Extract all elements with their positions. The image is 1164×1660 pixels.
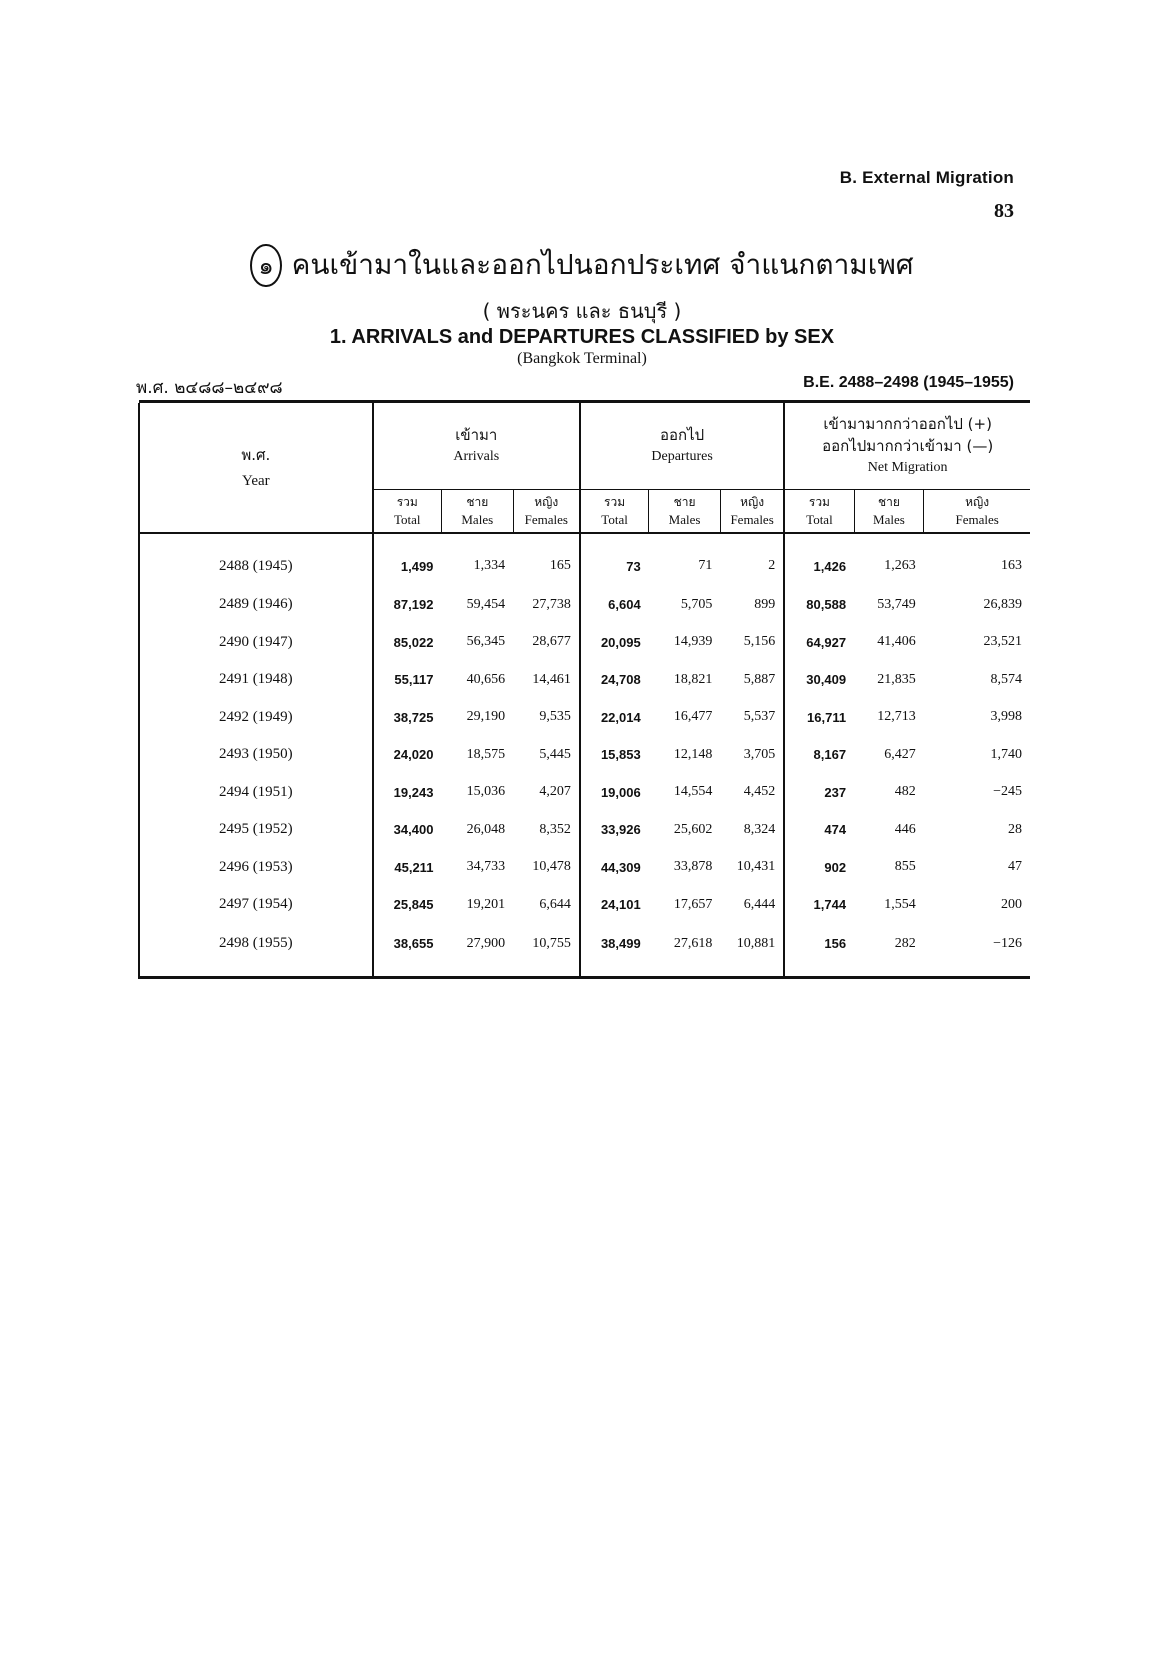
net-migration-thai-1: เข้ามามากกว่าออกไป (+) [823, 415, 992, 433]
net-migration-thai-2: ออกไปมากกว่าเข้ามา (—) [822, 437, 994, 455]
arrivals-males-cell: 15,036 [466, 784, 506, 800]
thai-title [0, 243, 1164, 287]
net-males-cell: 1,263 [884, 558, 916, 573]
table-number-thai: ๑ [250, 244, 281, 287]
departures-total-cell: 15,853 [580, 736, 649, 774]
departures-females-header [720, 490, 784, 534]
year-cell: 2494 (1951) [139, 774, 373, 812]
sub-header-english: Males [873, 512, 905, 527]
net-total-cell: 474 [784, 811, 854, 849]
arrivals-females-cell: 8,352 [539, 821, 571, 837]
net-females-cell: 3,998 [990, 709, 1022, 725]
departures-females-cell: 8,324 [743, 821, 776, 837]
departures-females-cell: 5,887 [743, 671, 776, 687]
departures-males-cell: 71 [698, 558, 713, 573]
departures-total-cell: 73 [580, 534, 649, 586]
arrivals-males-cell: 26,048 [466, 821, 506, 837]
arrivals-total-cell: 45,211 [373, 849, 442, 887]
english-subtitle: (Bangkok Terminal) [517, 350, 647, 367]
net-males-cell: 6,427 [884, 746, 916, 762]
departures-males-cell: 17,657 [673, 896, 713, 912]
net-females-cell: −126 [993, 935, 1022, 951]
sub-header-thai: ชาย [466, 495, 489, 509]
departures-total-cell: 38,499 [580, 924, 649, 978]
departures-females-cell: 4,452 [743, 784, 776, 800]
arrivals-females-cell: 10,478 [532, 859, 571, 875]
sub-header-english: Females [730, 512, 774, 527]
english-title: 1. ARRIVALS and DEPARTURES CLASSIFIED by SEX [329, 326, 835, 348]
arrivals-males-header [441, 490, 513, 534]
arrivals-thai: เข้ามา [455, 426, 498, 444]
table-row [139, 774, 1030, 812]
net-males-cell: 482 [894, 784, 916, 800]
sub-header-thai: ชาย [673, 495, 696, 509]
period-thai: พ.ศ. ๒๔๘๘–๒๔๙๘ [136, 378, 283, 398]
net-females-cell: 23,521 [983, 634, 1022, 650]
sub-header-thai: รวม [808, 495, 830, 509]
arrivals-total-header [373, 490, 442, 534]
departures-males-cell: 33,878 [673, 859, 713, 875]
year-column-header [139, 403, 373, 533]
table-row [139, 661, 1030, 699]
net-females-cell: 163 [1001, 558, 1022, 573]
departures-females-cell: 6,444 [743, 896, 776, 912]
year-cell: 2491 (1948) [139, 661, 373, 699]
net-females-cell: 47 [1008, 859, 1022, 875]
sub-header-thai: ชาย [877, 495, 900, 509]
arrivals-total-cell: 38,725 [373, 699, 442, 737]
departures-english: Departures [651, 449, 713, 464]
arrivals-females-cell: 6,644 [539, 896, 571, 912]
arrivals-males-cell: 29,190 [466, 709, 506, 725]
year-cell: 2495 (1952) [139, 811, 373, 849]
arrivals-females-header [513, 490, 580, 534]
departures-total-cell: 6,604 [580, 586, 649, 624]
departures-total-cell: 20,095 [580, 624, 649, 662]
net-males-cell: 282 [894, 935, 916, 951]
net-total-cell: 902 [784, 849, 854, 887]
net-migration-english: Net Migration [867, 460, 948, 475]
table-row [139, 811, 1030, 849]
period-be: B.E. 2488–2498 (1945–1955) [803, 374, 1014, 391]
thai-subtitle: ( พระนคร และ ธนบุรี ) [482, 299, 682, 323]
departures-total-cell: 33,926 [580, 811, 649, 849]
net-females-cell: 1,740 [990, 746, 1022, 762]
year-header-english: Year [241, 472, 270, 489]
section-label: B. External Migration [839, 168, 1014, 187]
arrivals-females-cell: 27,738 [532, 596, 571, 612]
arrivals-females-cell: 9,535 [539, 709, 571, 725]
arrivals-total-cell: 87,192 [373, 586, 442, 624]
arrivals-total-cell: 34,400 [373, 811, 442, 849]
departures-males-cell: 12,148 [673, 746, 713, 762]
table-row [139, 534, 1030, 586]
year-cell: 2496 (1953) [139, 849, 373, 887]
sub-header-english: Total [806, 512, 833, 527]
net-total-cell: 8,167 [784, 736, 854, 774]
arrivals-females-cell: 165 [549, 558, 571, 573]
year-cell: 2493 (1950) [139, 736, 373, 774]
net-males-cell: 446 [894, 821, 916, 837]
net-total-cell: 80,588 [784, 586, 854, 624]
sub-header-english: Total [601, 512, 628, 527]
arrivals-english: Arrivals [453, 449, 500, 464]
net-males-cell: 1,554 [884, 896, 916, 912]
arrivals-females-cell: 28,677 [532, 634, 571, 650]
thai-title-text: คนเข้ามาในและออกไปนอกประเทศ จำแนกตามเพศ [291, 248, 914, 281]
arrivals-group-header [373, 403, 580, 490]
arrivals-total-cell: 38,655 [373, 924, 442, 978]
arrivals-males-cell: 18,575 [466, 746, 506, 762]
arrivals-females-cell: 5,445 [539, 746, 571, 762]
table-row [139, 924, 1030, 978]
net-females-cell: 8,574 [990, 671, 1022, 687]
year-cell: 2497 (1954) [139, 886, 373, 924]
departures-males-cell: 25,602 [673, 821, 713, 837]
departures-males-cell: 27,618 [673, 935, 713, 951]
sub-header-english: Females [524, 512, 568, 527]
table-row [139, 624, 1030, 662]
departures-females-cell: 5,156 [743, 634, 776, 650]
net-total-cell: 237 [784, 774, 854, 812]
net-females-cell: 28 [1008, 821, 1022, 837]
sub-header-thai: รวม [604, 495, 626, 509]
arrivals-males-cell: 40,656 [466, 671, 506, 687]
net-total-header [784, 490, 854, 534]
departures-total-cell: 19,006 [580, 774, 649, 812]
departures-total-cell: 44,309 [580, 849, 649, 887]
arrivals-total-cell: 24,020 [373, 736, 442, 774]
net-males-cell: 21,835 [877, 671, 916, 687]
arrivals-total-cell: 25,845 [373, 886, 442, 924]
arrivals-total-cell: 55,117 [373, 661, 442, 699]
departures-total-cell: 24,101 [580, 886, 649, 924]
departures-thai: ออกไป [660, 426, 705, 444]
departures-males-cell: 14,554 [673, 784, 713, 800]
arrivals-females-cell: 10,755 [532, 935, 571, 951]
sub-header-thai: หญิง [965, 495, 990, 509]
arrivals-total-cell: 85,022 [373, 624, 442, 662]
departures-females-cell: 5,537 [743, 709, 776, 725]
departures-males-header [649, 490, 721, 534]
net-males-cell: 12,713 [877, 709, 916, 725]
net-migration-group-header [784, 403, 1030, 490]
departures-total-cell: 22,014 [580, 699, 649, 737]
departures-group-header [580, 403, 784, 490]
departures-males-cell: 18,821 [673, 671, 713, 687]
arrivals-males-cell: 27,900 [466, 935, 506, 951]
net-males-cell: 855 [894, 859, 916, 875]
year-cell: 2490 (1947) [139, 624, 373, 662]
net-total-cell: 156 [784, 924, 854, 978]
table-row [139, 699, 1030, 737]
year-cell: 2489 (1946) [139, 586, 373, 624]
net-females-cell: 26,839 [983, 596, 1022, 612]
table-row [139, 736, 1030, 774]
sub-header-thai: หญิง [534, 495, 559, 509]
page-number: 83 [994, 200, 1014, 222]
departures-females-cell: 10,431 [736, 859, 776, 875]
departures-males-cell: 5,705 [680, 596, 713, 612]
net-total-cell: 1,426 [784, 534, 854, 586]
sub-header-english: Total [394, 512, 421, 527]
net-total-cell: 64,927 [784, 624, 854, 662]
sub-header-thai: หญิง [740, 495, 765, 509]
year-cell: 2498 (1955) [139, 924, 373, 978]
departures-females-cell: 10,881 [736, 935, 776, 951]
departures-males-cell: 14,939 [673, 634, 713, 650]
table-body [139, 534, 1030, 977]
arrivals-females-cell: 14,461 [532, 671, 571, 687]
departures-females-cell: 899 [754, 596, 776, 612]
departures-total-cell: 24,708 [580, 661, 649, 699]
sub-header-english: Males [668, 512, 701, 527]
arrivals-males-cell: 59,454 [466, 596, 506, 612]
year-header-thai: พ.ศ. [241, 445, 271, 464]
arrivals-males-cell: 19,201 [466, 896, 506, 912]
arrivals-males-cell: 34,733 [466, 859, 506, 875]
departures-males-cell: 16,477 [673, 709, 713, 725]
year-cell: 2492 (1949) [139, 699, 373, 737]
net-males-header [854, 490, 924, 534]
sub-header-english: Males [461, 512, 494, 527]
departures-females-cell: 3,705 [743, 746, 776, 762]
arrivals-females-cell: 4,207 [539, 784, 571, 800]
arrivals-males-cell: 1,334 [473, 558, 506, 573]
net-females-header [924, 490, 1030, 534]
table-row [139, 849, 1030, 887]
net-total-cell: 16,711 [784, 699, 854, 737]
arrivals-total-cell: 19,243 [373, 774, 442, 812]
net-males-cell: 53,749 [877, 596, 916, 612]
arrivals-total-cell: 1,499 [373, 534, 442, 586]
net-total-cell: 1,744 [784, 886, 854, 924]
arrivals-males-cell: 56,345 [466, 634, 506, 650]
migration-table [138, 400, 1030, 979]
table-row [139, 586, 1030, 624]
year-cell: 2488 (1945) [139, 534, 373, 586]
departures-total-header [580, 490, 649, 534]
sub-header-thai: รวม [396, 495, 418, 509]
sub-header-english: Females [955, 512, 999, 527]
net-females-cell: 200 [1001, 896, 1022, 912]
departures-females-cell: 2 [768, 558, 776, 573]
net-total-cell: 30,409 [784, 661, 854, 699]
net-males-cell: 41,406 [877, 634, 916, 650]
table-row [139, 886, 1030, 924]
net-females-cell: −245 [993, 784, 1022, 800]
